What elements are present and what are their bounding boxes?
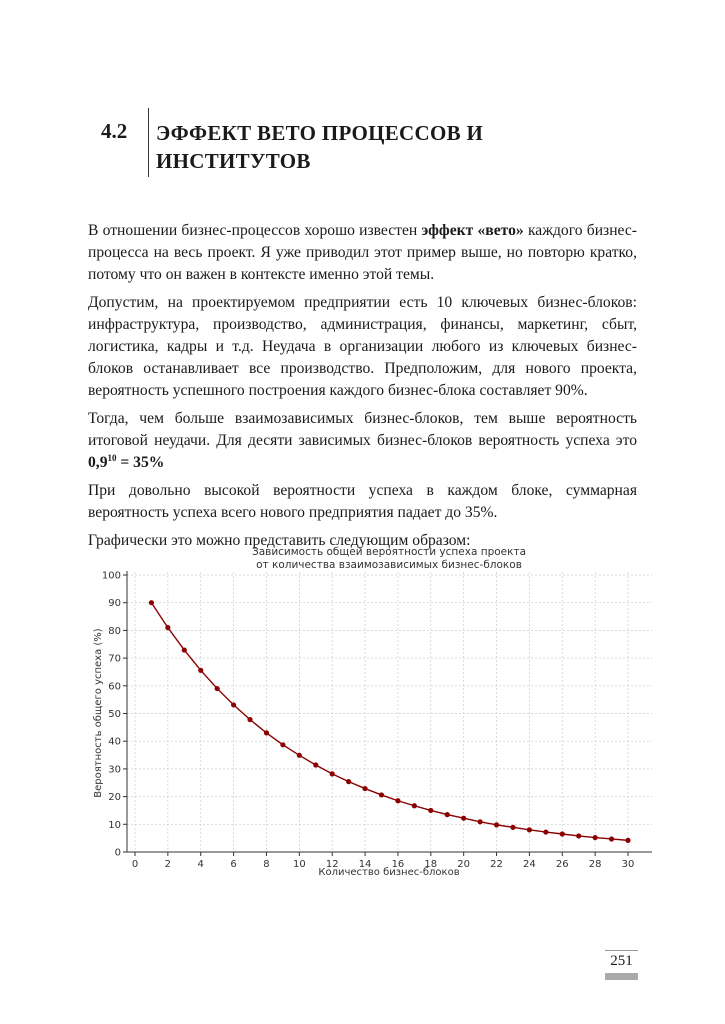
data-point <box>165 625 170 630</box>
data-point <box>313 762 318 767</box>
data-point <box>149 600 154 605</box>
body-text <box>88 220 637 558</box>
data-point <box>280 742 285 747</box>
x-tick-label: 8 <box>263 859 270 870</box>
data-point <box>395 798 400 803</box>
data-point <box>510 825 515 830</box>
x-tick-label: 28 <box>588 859 602 870</box>
data-point <box>625 838 630 843</box>
x-tick-label: 20 <box>457 859 471 870</box>
y-tick-label: 100 <box>101 570 121 582</box>
paragraph-4: При довольно высокой вероятности успеха в каждом блоке, суммарная вероятность успеха всего нового предприятия падает до 35%. <box>88 482 637 521</box>
data-point <box>264 730 269 735</box>
data-point <box>560 831 565 836</box>
text: каждого бизнес-процесса на весь проект. Я уже приводил этот пример выше, но повторю кратко, потому что он важен в контексте именно этой темы. <box>88 222 637 283</box>
data-point <box>297 753 302 758</box>
data-point <box>412 803 417 808</box>
x-tick-label: 2 <box>164 859 172 870</box>
x-tick-label: 4 <box>197 859 204 870</box>
y-tick-label: 90 <box>108 598 121 610</box>
paragraph-3 <box>88 408 637 474</box>
x-tick-label: 24 <box>523 859 536 870</box>
data-point <box>576 833 581 838</box>
data-point <box>182 647 187 652</box>
data-point <box>362 786 367 791</box>
formula-base: 0,9 <box>88 454 108 471</box>
page-number-rule <box>605 950 638 951</box>
y-tick-label: 20 <box>108 792 121 804</box>
x-tick-label: 10 <box>292 859 306 870</box>
data-point <box>609 836 614 841</box>
page-number: 251 <box>610 953 633 969</box>
formula <box>88 454 164 471</box>
section-title-line1: ЭФФЕКТ ВЕТО ПРОЦЕССОВ И <box>156 121 484 145</box>
data-point <box>215 686 220 691</box>
paragraph-5: Графически это можно представить следующим образом: <box>88 532 471 549</box>
data-point <box>330 771 335 776</box>
y-tick-label: 60 <box>108 681 121 693</box>
paragraph-1 <box>88 220 637 286</box>
heading-divider <box>148 108 149 177</box>
y-tick-label: 50 <box>108 709 121 720</box>
x-tick-label: 26 <box>555 859 569 870</box>
series-line <box>151 603 628 841</box>
x-tick-label: 12 <box>325 859 339 870</box>
data-point <box>478 819 483 824</box>
data-point <box>198 668 203 673</box>
x-tick-label: 22 <box>490 859 503 870</box>
bold-term: эффект «вето» <box>421 222 524 239</box>
text: В отношении бизнес-процессов хорошо известен <box>88 222 422 239</box>
section-number: 4.2 <box>101 119 128 143</box>
data-point <box>593 835 598 840</box>
data-point <box>346 779 351 784</box>
data-point <box>494 822 499 827</box>
x-tick-label: 14 <box>358 859 372 870</box>
data-point <box>543 829 548 834</box>
x-tick-label: 16 <box>391 859 405 870</box>
x-tick-label: 6 <box>230 859 237 870</box>
x-tick-label: 18 <box>424 859 438 870</box>
data-point <box>461 816 466 821</box>
section-title-line2: ИНСТИТУТОВ <box>156 149 311 173</box>
probability-chart <box>80 540 670 885</box>
y-tick-label: 80 <box>108 625 121 637</box>
x-tick-label: 30 <box>621 859 635 870</box>
y-tick-label: 40 <box>108 736 121 748</box>
y-tick-label: 10 <box>108 819 121 831</box>
text: Тогда, чем больше взаимозависимых бизнес-блоков, тем выше вероятность итоговой неудачи. Для десяти зависимых бизнес-блоков вероятность успеха это <box>88 410 637 449</box>
chart-title-line2: от количества взаимозависимых бизнес-блоков <box>256 559 522 571</box>
data-point <box>445 812 450 817</box>
y-tick-label: 30 <box>108 764 121 776</box>
section-title <box>156 119 483 175</box>
x-tick-label: 0 <box>131 859 139 870</box>
data-point <box>428 808 433 813</box>
chart-title-line1: Зависимость общей вероятности успеха проекта <box>251 546 527 558</box>
formula-exponent: 10 <box>107 452 117 463</box>
y-tick-label: 0 <box>114 847 121 859</box>
data-point <box>379 792 384 797</box>
x-axis-label: Количество бизнес-блоков <box>318 867 460 878</box>
data-point <box>247 717 252 722</box>
data-point <box>231 702 236 707</box>
formula-result: = 35% <box>116 454 165 471</box>
data-point <box>527 827 532 832</box>
paragraph-2: Допустим, на проектируемом предприятии есть 10 ключевых бизнес-блоков: инфраструктура, производство, администрация, финансы, маркетинг, сбыт, логистика, кадры и т.д. Неудача в организации любого из ключевых бизнес-блоков останавливает все производство. Предположим, для нового проекта, вероятность успешного построения каждого бизнес-блока составляет 90%. <box>88 294 637 399</box>
page-number-bar <box>605 973 638 980</box>
y-axis-label: Вероятность общего успеха (%) <box>93 628 104 798</box>
y-tick-label: 70 <box>108 653 121 665</box>
